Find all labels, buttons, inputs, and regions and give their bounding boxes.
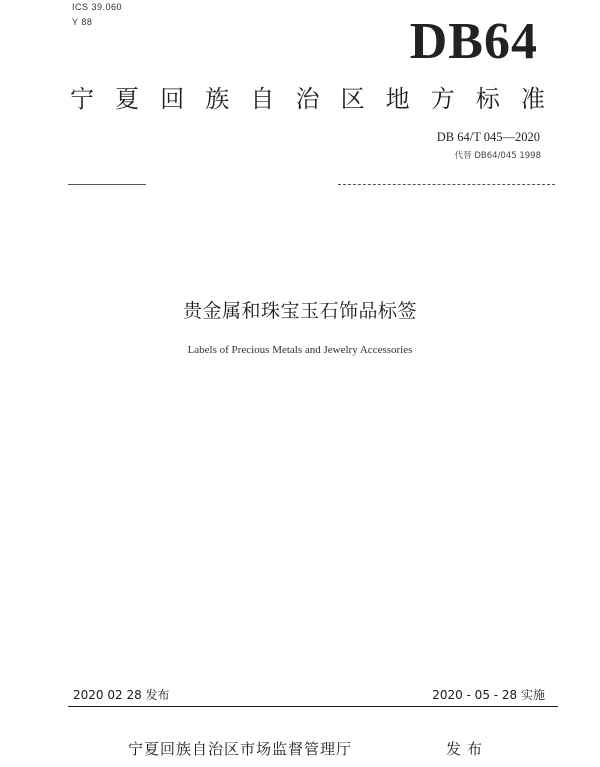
standard-number: DB 64/T 045—2020 — [436, 130, 540, 144]
standard-type-char: 宁 — [70, 85, 94, 113]
document-title-english: Labels of Precious Metals and Jewelry Accessories — [187, 344, 413, 356]
standard-type-char: 族 — [205, 85, 230, 113]
classification-code: Y 88 — [72, 17, 93, 27]
standard-type-char: 区 — [340, 85, 365, 113]
issue-date: 2020 02 28 发布 — [73, 688, 170, 702]
standard-type-char: 标 — [475, 85, 500, 113]
standard-type-heading — [70, 84, 545, 114]
standard-type-char: 回 — [160, 85, 185, 113]
standard-type-char: 准 — [520, 85, 545, 113]
footer-divider — [68, 706, 558, 707]
standard-type-char: 自 — [250, 85, 275, 113]
standard-logo: DB64 — [409, 13, 538, 70]
standard-type-char: 夏 — [115, 85, 140, 113]
replaces-standard: 代替 DB64/045 1998 — [454, 151, 541, 161]
standard-type-char: 方 — [430, 85, 455, 113]
header-divider-right — [338, 184, 555, 185]
ics-code: ICS 39.060 — [72, 2, 123, 12]
implementation-date: 2020 - 05 - 28 实施 — [432, 688, 545, 702]
header-divider-left — [68, 184, 146, 185]
publisher-name: 宁夏回族自治区市场监督管理厅 — [128, 740, 353, 758]
standard-type-char: 地 — [385, 85, 410, 113]
standard-type-char: 治 — [295, 85, 320, 113]
document-title-chinese: 贵金属和珠宝玉石饰品标签 — [182, 300, 417, 322]
publish-label: 发布 — [446, 740, 489, 758]
